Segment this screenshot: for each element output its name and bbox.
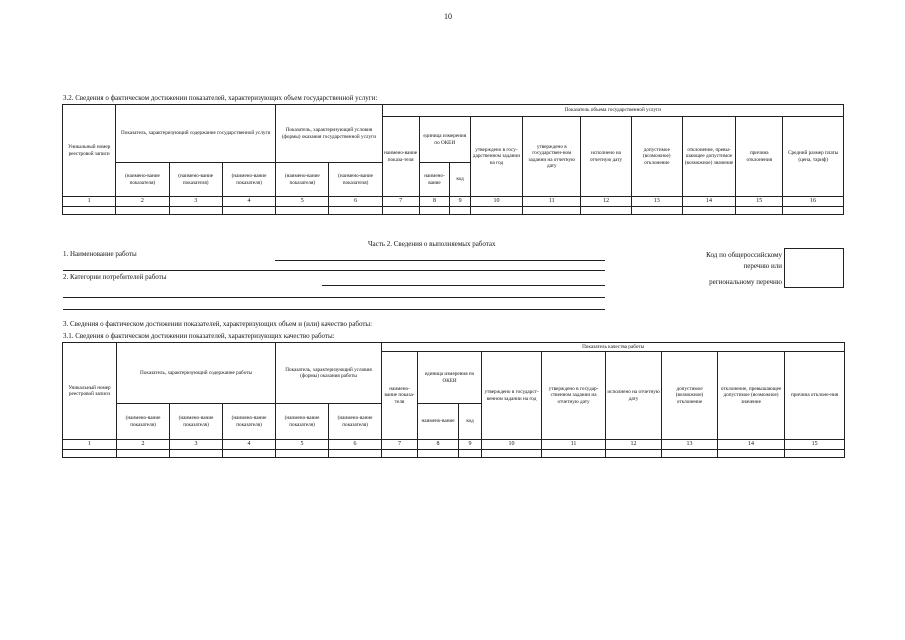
col-number: 8 [418, 440, 459, 450]
col-number: 1 [63, 197, 116, 207]
registry-code-box[interactable] [784, 248, 844, 288]
header-executed: исполнено на отчетную дату [581, 117, 631, 197]
header-unit-code: код [450, 163, 470, 197]
col-number: 3 [170, 440, 223, 450]
consumer-category-line [322, 285, 605, 286]
col-number: 14 [718, 440, 785, 450]
header-exceeding-deviation: отклонение, превы-шающее допустимое (возможное) значение [682, 117, 735, 197]
col-number: 6 [329, 197, 382, 207]
header-approved-date: утверждено в государствен-ном задании на отчетную дату [523, 117, 581, 197]
header-unit-name: наимено-вание [418, 404, 459, 440]
consumer-category-line [63, 309, 605, 310]
col-number: 1 [63, 440, 117, 450]
col-number: 15 [736, 197, 783, 207]
header-volume-indicator: Показатель объема государственной услуги [382, 105, 843, 117]
col-number: 4 [222, 197, 275, 207]
header-deviation-reason: причина отклонения [736, 117, 783, 197]
col-number: 14 [682, 197, 735, 207]
section-3-title: 3. Сведения о фактическом достижении показателей, характеризующих объем и (или) качество работы: [63, 320, 373, 328]
table-row [63, 207, 844, 215]
sub-header-name: (наимено-вание показателя) [222, 163, 275, 197]
section-3-2-title: 3.2. Сведения о фактическом достижении показателей, характеризующих объем государственной услуги: [63, 94, 378, 102]
header-unique-number: Уникальный номер реестровой записи [63, 343, 117, 440]
sub-header-name: (наимено-вание показателя) [117, 404, 170, 440]
header-deviation-reason: причина отклоне-ния [785, 352, 845, 440]
col-number: 4 [223, 440, 276, 450]
col-number: 13 [662, 440, 718, 450]
header-content-indicator: Показатель, характеризующий содержание государственной услуги [116, 105, 276, 163]
work-name-line [275, 260, 605, 261]
header-allowed-deviation: допустимое (возможное) отклонение [662, 352, 718, 440]
table-3-2 [62, 104, 844, 215]
registry-code-label-line: Код по общероссийскому [706, 251, 782, 259]
page-number: 10 [444, 12, 452, 21]
registry-code-label [640, 250, 782, 288]
header-approved-date: утверждено в государ-ственном задании на отчетную дату [542, 352, 606, 440]
sub-header-name: (наимено-вание показателя) [329, 404, 382, 440]
header-conditions-indicator: Показатель, характеризующий условия (формы) оказания государственной услуги [276, 105, 383, 163]
registry-code-label-line: региональному перечню [709, 278, 782, 286]
col-number: 10 [470, 197, 522, 207]
col-number: 8 [419, 197, 450, 207]
table-row [63, 450, 845, 458]
header-unit-okei: единица измерения по ОКЕИ [418, 352, 482, 404]
consumer-category-line [63, 297, 605, 298]
col-number: 3 [169, 197, 222, 207]
column-number-row [63, 197, 844, 207]
table-3-1 [62, 342, 845, 458]
col-number: 12 [606, 440, 662, 450]
sub-header-name: (наимено-вание показателя) [169, 163, 222, 197]
sub-header-name: (наимено-вание показателя) [116, 163, 169, 197]
col-number: 12 [581, 197, 631, 207]
header-content-indicator: Показатель, характеризующий содержание работы [117, 343, 276, 404]
header-unit-name: наимено-вание [419, 163, 450, 197]
header-executed: исполнено на отчетную дату [606, 352, 662, 440]
col-number: 6 [329, 440, 382, 450]
header-exceeding-deviation: отклонение, превышающее допустимое (возможное) значение [718, 352, 785, 440]
col-number: 5 [276, 197, 329, 207]
work-name-label: 1. Наименование работы [63, 250, 137, 258]
header-quality-indicator: Показатель качества работы [382, 343, 845, 352]
header-approved-year: утверждено в госу-дарственном задании на год [470, 117, 522, 197]
header-indicator-name: наимено-вание показа-теля [382, 352, 418, 440]
section-3-1-title: 3.1. Сведения о фактическом достижении показателей, характеризующих качество работы: [63, 332, 335, 340]
column-number-row [63, 440, 845, 450]
registry-code-label-line: перечню или [743, 262, 782, 270]
header-approved-year: утверждено в государст-венном задании на год [482, 352, 542, 440]
col-number: 7 [382, 440, 418, 450]
consumer-category-label: 2. Категории потребителей работы [63, 273, 167, 281]
part-2-title: Часть 2. Сведения о выполняемых работах [368, 240, 496, 248]
header-conditions-indicator: Показатель, характеризующий условия (формы) оказания работы [276, 343, 382, 404]
col-number: 10 [482, 440, 542, 450]
sub-header-name: (наимено-вание показателя) [170, 404, 223, 440]
header-unique-number: Уникальный номер реестровой записи [63, 105, 116, 197]
header-indicator-name: наимено-вание показа-теля [382, 117, 419, 197]
header-unit-okei: единица измерения по ОКЕИ [419, 117, 470, 163]
header-average-fee: Средний размер платы (цена, тариф) [783, 117, 844, 197]
col-number: 2 [116, 197, 169, 207]
sub-header-name: (наимено-вание показателя) [223, 404, 276, 440]
col-number: 15 [785, 440, 845, 450]
col-number: 7 [382, 197, 419, 207]
sub-header-name: (наимено-вание показателя) [276, 404, 329, 440]
header-unit-code: код [459, 404, 482, 440]
col-number: 5 [276, 440, 329, 450]
col-number: 2 [117, 440, 170, 450]
col-number: 11 [542, 440, 606, 450]
col-number: 13 [631, 197, 682, 207]
work-name-line [63, 270, 605, 271]
col-number: 9 [450, 197, 470, 207]
col-number: 16 [783, 197, 844, 207]
col-number: 11 [523, 197, 581, 207]
sub-header-name: (наимено-вание показателя) [329, 163, 382, 197]
col-number: 9 [459, 440, 482, 450]
header-allowed-deviation: допустимое (возможное) отклонение [631, 117, 682, 197]
sub-header-name: (наимено-вание показателя) [276, 163, 329, 197]
